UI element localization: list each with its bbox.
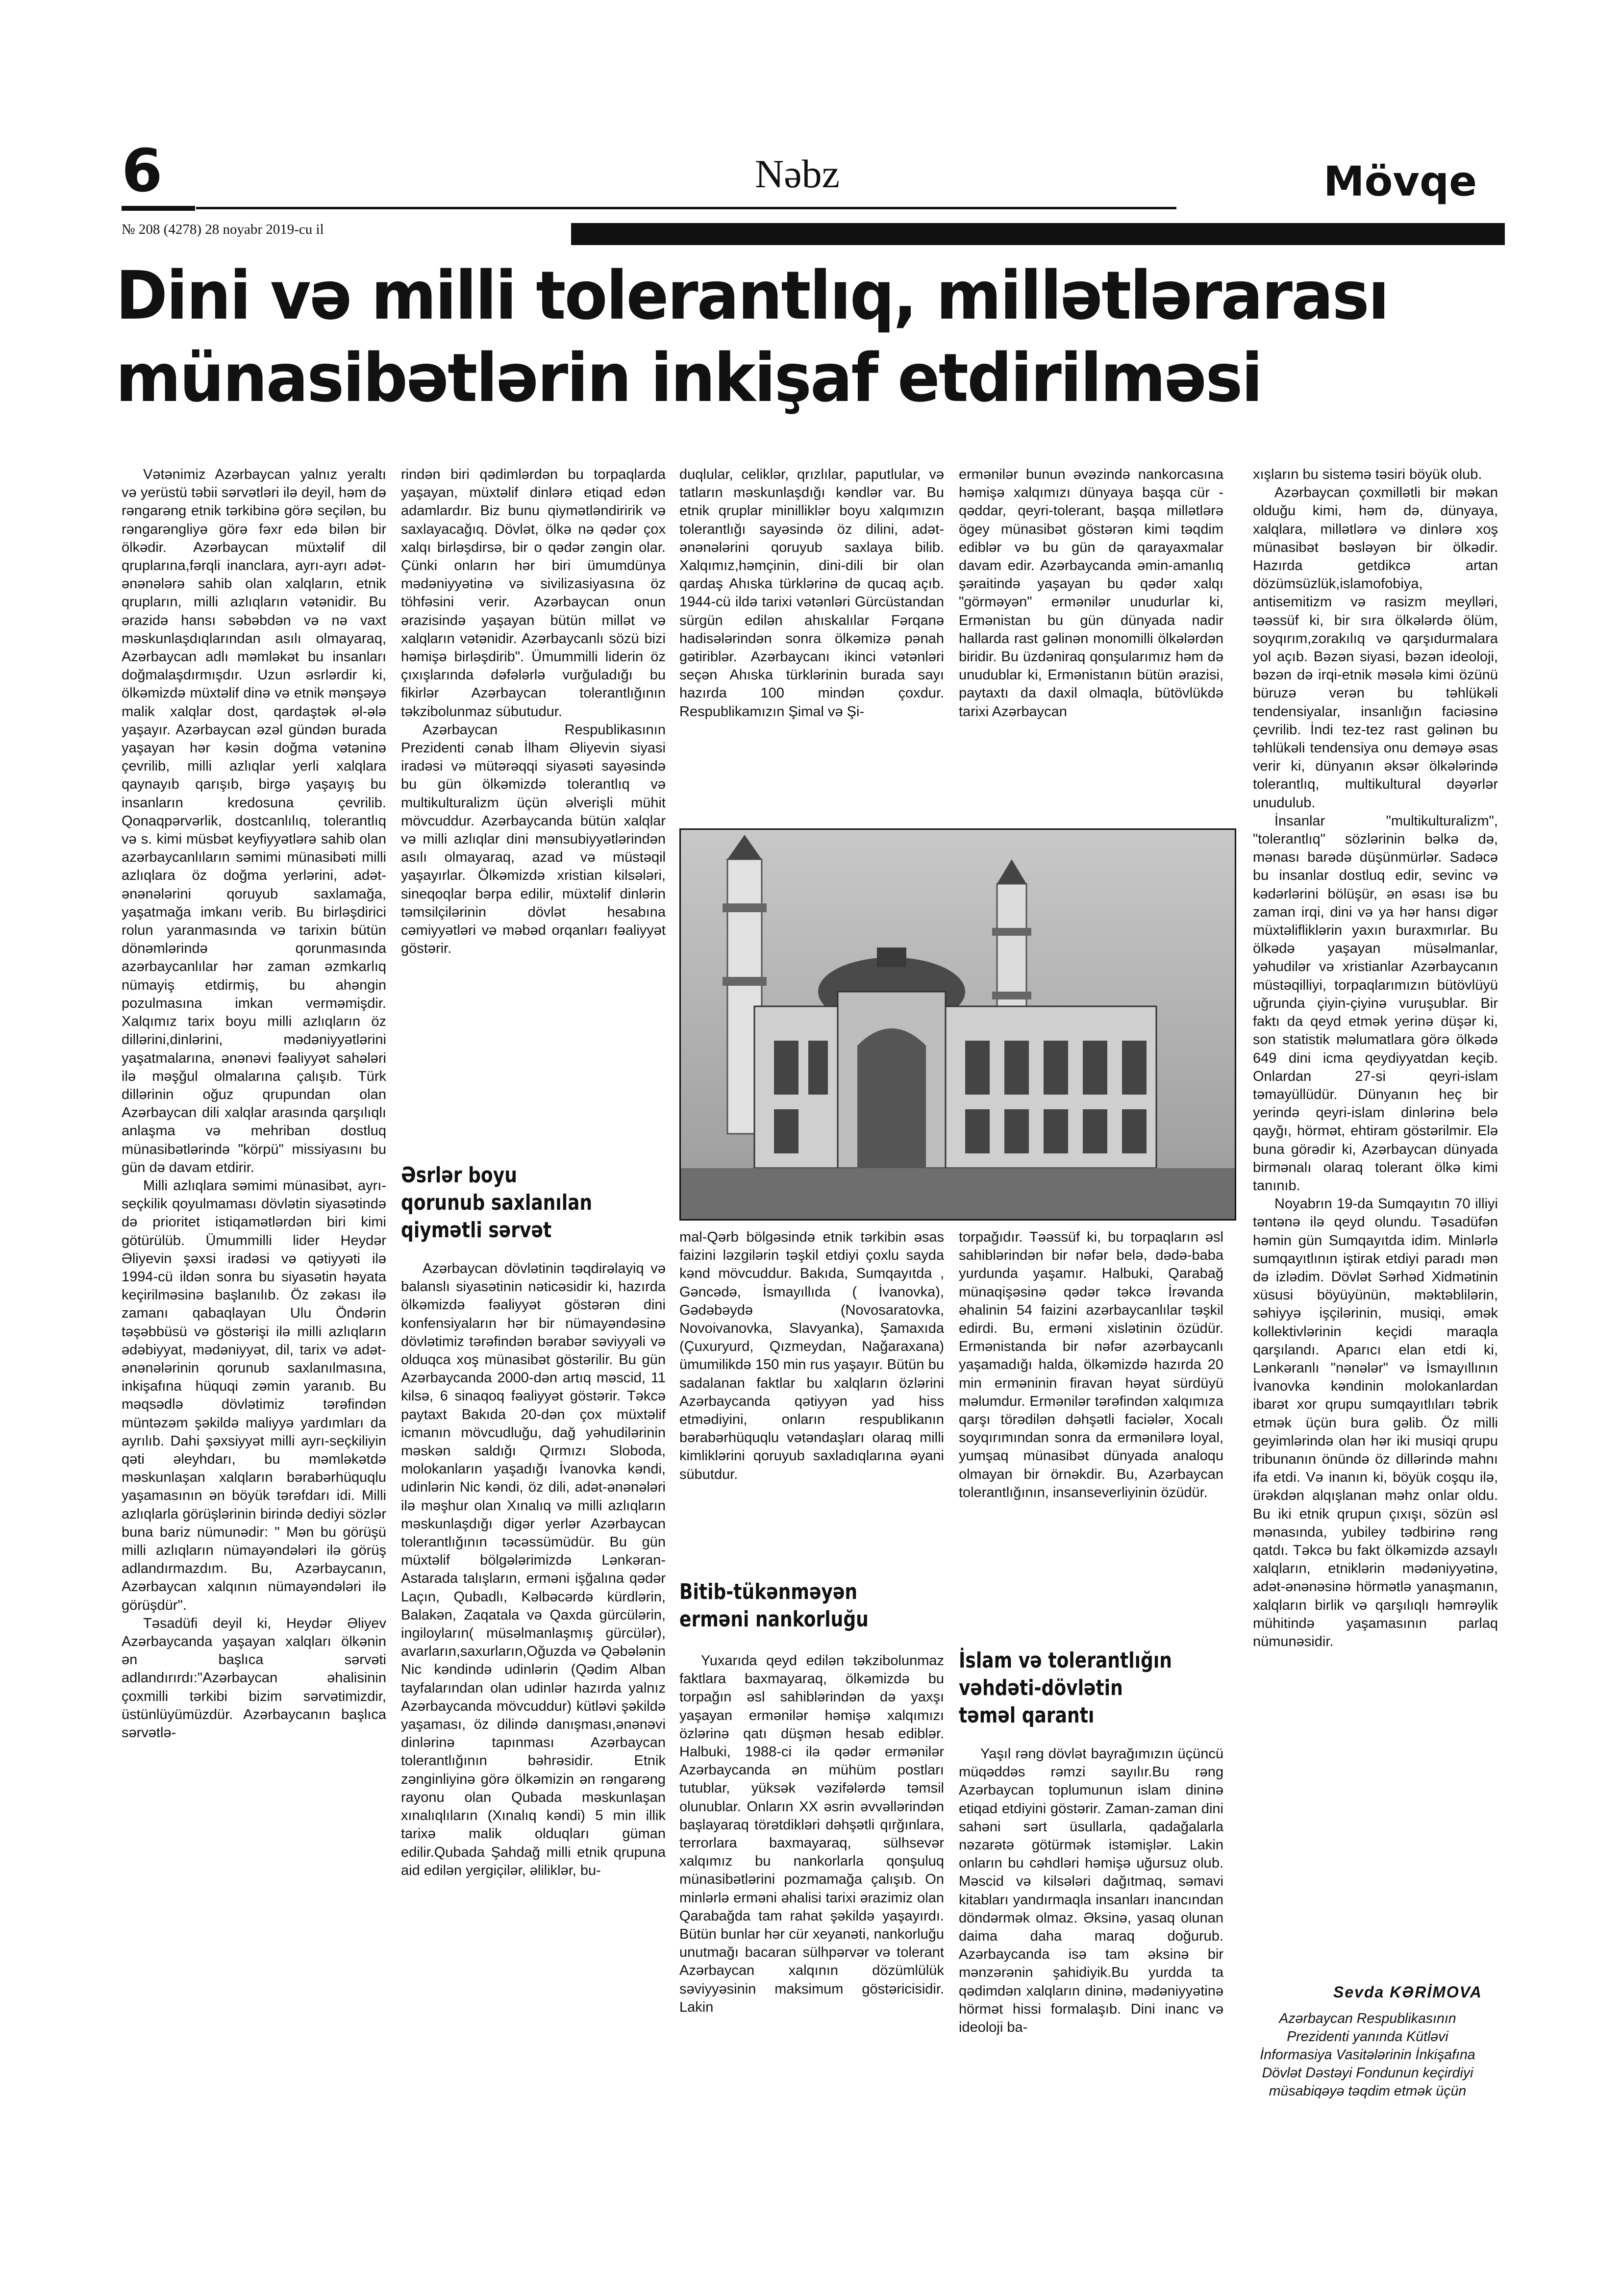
article-column-3 bbox=[679, 466, 944, 721]
article-column-4 bbox=[959, 466, 1223, 721]
paragraph: Təsadüfi deyil ki, Heydər Əliyev Azərbaycanda yaşayan xalqları ölkənin ən başlıca sərvəti adlandırırdı:"Azərbaycan əhalisinin çoxmilli tərkibi bizim sərvətimizdir, üstünlüyümüzdür. Azərbaycanın başlıca sərvətlə- bbox=[122, 1615, 386, 1741]
paragraph: Azərbaycan çoxmillətli bir məkan olduğu kimi, həm də, dünyaya, xalqlara, millətlərə və dinlərə xoş münasibət bəsləyən bir ölkədir. Hazırda getdikcə artan dözümsüzlük,islamofobiya, antisemitizm və rasizm meylləri, təəssüf ki, bir sıra ölkələrdə ölüm, soyqırım,zorakılıq və qarşıdurmalara yol açıb. Bəzən siyasi, bəzən ideoloji, bəzən də irqi-etnik məsələ kimi özünü büruzə verən bu təhlükəli tendensiyalar, insanlığın faciəsinə çevrilib. İndi tez-tez rast gəlinən bu təhlükəli tendensiya onu deməyə əsas verir ki, dünyanın əksər ölkələrində tolerantlıq, multikultural dəyərlər unudulub. bbox=[1253, 485, 1498, 811]
page-number-underline bbox=[122, 206, 195, 211]
paragraph: İnsanlar "multikulturalizm", "tolerantlıq" sözlərinin bəlkə də, mənası barədə düşünmürlər. Sadəcə bu insanlar dostluq edir, sevinc və kədərlərini bölüşür, ən əsası isə bu zaman irqi, dini və ya hər hansı digər müxtəlifliklərin yaxın buraxmırlar. Bu ölkədə yaşayan müsəlmanlar, yəhudilər və xristianlar Azərbaycanın müstəqilliyi, torpaqlarımızın bütövlüyü uğrunda çiyin-çiyinə vuruşublar. Bir faktı da qeyd etmək yerinə düşər ki, son statistik məlumatlara görə ölkədə 649 dini icma qeydiyyatdan keçib. Onlardan 27-si qeyri-islam təmayüllüdür. Dünyanın heç bir yerində qeyri-islam dinlərinə belə qayğı, hörmət, ehtiram göstərilmir. Elə buna görədir ki, Azərbaycan dünyada birmənalı olaraq tolerant ölkə kimi tanınıb. bbox=[1253, 813, 1498, 1194]
article-column-3c bbox=[679, 1652, 944, 2017]
subhead-1: Əsrlər boyu qorunub saxlanılan qiymətli sərvət bbox=[401, 1163, 593, 1243]
article-column-4c bbox=[959, 1745, 1223, 2037]
mosque-photo bbox=[679, 828, 1236, 1221]
paragraph: ermənilər bunun əvəzində nankorcasına həmişə xalqımızı dünyaya başqa cür - qəddar, qeyri-tolerant, başqa millətlərə ögey münasibət göstərən kimi təqdim ediblər və bu gün də qarayaxmalar davam edir. Azərbaycanda əmin-amanlıq şəraitində yaşayan bu qədər xalqı "görməyən" ermənilər unudurlar ki, Ermənistan bu gün dünyada nadir hallarda rast gəlinən monomilli ölkələrdən biridir. Bu üzdəniraq qonşularımız həm də unudublar ki, Ermənistanın bütün ərazisi, paytaxtı da daxil olmaqla, bütövlükdə tarixi Azərbaycan bbox=[959, 467, 1223, 720]
paragraph: Yaşıl rəng dövlət bayrağımızın üçüncü müqəddəs rəmzi sayılır.Bu rəng Azərbaycan toplumunun islam dininə etiqad etdiyini göstərir. Zaman-zaman dini sahəni sərt üsullarla, qadağalarla nəzarətə götürmək istəmişlər. Lakin onların bu cəhdləri həmişə uğursuz olub. Məscid və kilsələri dağıtmaq, səmavi kitabları yandırmaqla insanları inancından döndərmək olmaz. Əksinə, yasaq olunan daima daha maraq doğurub. Azərbaycanda isə tam əksinə bir mənzərənin şahidiyik.Bu yurdda ta qədimdən xalqların dininə, mədəniyyətinə hörmət hissi formalaşıb. Dini inanc və ideoloji ba- bbox=[959, 1746, 1223, 2036]
article-column-3b bbox=[679, 1228, 944, 1484]
paragraph: Milli azlıqlara səmimi münasibət, ayrı-seçkilik qoyulmaması dövlətin siyasətində də prioritet istiqamətlərdən biri kimi götürülüb. Ümummilli lider Heydər Əliyevin şəxsi iradəsi və qətiyyəti ilə 1994-cü ildən sonra bu siyasətin həyata keçirilməsinə başlanılıb. Öz zəkası ilə zamanı qabaqlayan Ulu Öndərin təşəbbüsü və göstərişi ilə milli azlıqların ədəbiyyat, mədəniyyət, dil, tarix və adət-ənənələrinin qorunub saxlanılmasına, inkişafına hüquqi zəmin yaranıb. Bu məqsədlə dövlətimiz tərəfindən müntəzəm şəkildə maliyyə yardımları da ayrılıb. Dahi şəxsiyyət milli ayrı-seçkiliyin qəti əleyhdarı, bu məmləkətdə məskunlaşan xalqların bərabərhüquqlu yaşamasının ən böyük tərəfdarı idi. Milli azlıqlarla görüşlərinin birində dediyi sözlər buna bariz nümunədir: " Mən bu görüşü milli azlıqların nümayəndələri ilə görüş adlandırmazdım. Bu, Azərbaycanın, Azərbaycan xalqının nümayəndələri ilə görüşdür". bbox=[122, 1177, 386, 1613]
article-column-4b bbox=[959, 1228, 1223, 1502]
author-signature: Sevda KƏRİMOVA bbox=[1333, 1983, 1482, 2001]
subhead-3: İslam və tolerantlığın vəhdəti-dövlətin təməl qarantı bbox=[959, 1648, 1172, 1728]
paragraph: Azərbaycan Respublikasının Prezidenti cənab İlham Əliyevin siyasi iradəsi və mütərəqqi siyasəti sayəsində bu gün ölkəmizdə tolerantlıq və multikulturalizm üçün əlverişli mühit mövcuddur. Azərbaycanda bütün xalqlar və milli azlıqlar dini mənsubiyyətlərindən asılı olmayaraq, azad və müstəqil yaşayırlar. Ölkəmizdə xristian kilsələri, sineqoqlar bərpa edilir, müxtəlif dinlərin təmsilçilərinin dövlət hesabına cəmiyyətləri və məbəd orqanları fəaliyyət göstərir. bbox=[401, 722, 666, 957]
paragraph: Noyabrın 19-da Sumqayıtın 70 illiyi təntənə ilə qeyd olundu. Təsadüfən həmin gün Sumqayıtda idim. Minlərlə sumqayıtlının iştirak etdiyi paradı mən də izlədim. Dövlət Sərhəd Xidmətinin xüsusi böyüyünün, məktəblilərin, səhiyyə işçilərinin, musiqi, əmək kollektivlərinin keçidi maraqla qarşılandı. Aparıcı elan etdi ki, Lənkəranlı "nənələr" və İsmayıllının İvanovka kəndinin molokanlardan ibarət xor qrupu sumqayıtlıları təbrik etmək üçün bura gəlib. Öz milli geyimlərində olan hər iki musiqi qrupu tribunanın önündə öz dillərində mahnı ifa etdi. Və inanın ki, böyük coşqu ilə, ürəkdən alqışlanan məhz onlar oldu. Bu iki etnik qrupun çıxışı, sözün əsl mənasında, yubiley tədbirinə rəng qatdı. Təkcə bu fakt ölkəmizdə azsaylı xalqların, etniklərin mədəniyyətinə, adət-ənənəsinə hörmətlə yanaşmanın, xalqların birlik və qarşılıqlı həmrəylik mühitində yaşamasının parlaq nümunəsidir. bbox=[1253, 1196, 1498, 1649]
page-number: 6 bbox=[122, 137, 163, 205]
section-title: Mövqe bbox=[1323, 157, 1477, 205]
sponsor-footnote: Azərbaycan Respublikasının Prezidenti yanında Kütləvi İnformasiya Vasitələrinin İnkişafına Dövlət Dəstəyi Fondunun keçirdiyi müsabiqəyə təqdim etmək üçün bbox=[1260, 2011, 1475, 2099]
article-column-2b bbox=[401, 1260, 666, 1880]
mosque-illustration bbox=[681, 830, 1235, 1219]
paragraph: rindən biri qədimlərdən bu torpaqlarda yaşayan, müxtəlif dinlərə etiqad edən adamlardır. Biz bunu qiymətləndiririk və saxlayacağıq. Dövlət, ölkə nə qədər çox xalqı birləşdirsə, bir o qədər zəngin olar. Çünki onların hər biri ümumdünya mədəniyyətinə və sivilizasiyasına öz töhfəsini verir. Azərbaycan onun ərazisində yaşayan bütün millət və xalqların vətənidir. Azərbaycanlı sözü bizi həmişə birləşdirib". Ümummilli liderin öz çıxışlarında dəfələrlə vurğuladığı bu fikirlər Azərbaycan tolerantlığının təkzibolunmaz sübutudur. bbox=[401, 467, 666, 720]
issue-line: № 208 (4278) 28 noyabr 2019-cu il bbox=[122, 222, 324, 237]
article-column-1 bbox=[122, 466, 386, 1742]
headline bbox=[116, 255, 1433, 420]
article-column-5 bbox=[1253, 466, 1498, 1651]
masthead: Nəbz bbox=[755, 151, 840, 196]
subhead-2: Bitib-tükənməyən erməni nankorluğu bbox=[679, 1579, 869, 1632]
header-rule bbox=[196, 207, 1176, 209]
paragraph: duqlular, celiklər, qrızlılar, paputlular, və tatların məskunlaşdığı kəndlər var. Bu etnik qruplar minilliklər boyu xalqımızın tolerantlığı sayəsində öz dilini, adət-ənənələrini qoruyub saxlaya bilib. Xalqımız,həmçinin, dini-dili bir olan qardaş Ahıska türklərinə də qucaq açıb. 1944-cü ildə tarixi vətənləri Gürcüstandan sürgün edilən ahıskalılar Fərqanə hadisələrindən sonra ölkəmizə pənah gətiriblər. Azərbaycanı ikinci vətənləri seçən Ahıska türklərinin burada sayı hazırda 100 mindən çoxdur. Respublikamızın Şimal və Şi- bbox=[679, 467, 944, 720]
article-column-2 bbox=[401, 466, 666, 958]
headline-line-2: münasibətlərin inkişaf etdirilməsi bbox=[116, 340, 1262, 417]
paragraph: Yuxarıda qeyd edilən təkzibolunmaz faktlara baxmayaraq, ölkəmizdə bu torpağın əsl sahiblərindən də yaxşı yaşayan ermənilər həmişə xalqımızı özlərinə qatı düşmən hesab ediblər. Halbuki, 1988-ci ilə qədər ermənilər Azərbaycanda ən mühüm postları tutublar, yüksək vəzifələrdə təmsil olunublar. Onların XX əsrin əvvəllərindən başlayaraq törətdikləri dəhşətli qırğınlara, terrorlara baxmayaraq, sülhsevər xalqımız bu nankorlarla qonşuluq münasibətlərini pozmamağa çalışıb. On minlərlə erməni əhalisi tarixi ərazimiz olan Qarabağda tam rahat şəkildə yaşayırdı. Bütün bunlar hər cür xeyanəti, nankorluğu unutmağı bacaran sülhpərvər və tolerant Azərbaycan xalqının dözümlülük səviyyəsinin maksimum göstəricisidir. Lakin bbox=[679, 1653, 944, 2015]
paragraph: torpağıdır. Təəssüf ki, bu torpaqların əsl sahiblərindən bir nəfər belə, dədə-baba yurdunda yaşamır. Halbuki, Qarabağ münaqişəsinə qədər təkcə İrəvanda əhalinin 54 faizini azərbaycanlılar təşkil edirdi. Bu, erməni xislətinin özüdür. Ermənistanda bir nəfər azərbaycanlı yaşamadığı halda, ölkəmizdə hazırda 20 min erməninin firavan həyat sürdüyü məlumdur. Ermənilər tərəfindən xalqımıza qarşı törədilən dəhşətli faciələr, Xocalı soyqırımından sonra da ermənilərə loyal, yumşaq münasibət dünyada analoqu olmayan bir örnəkdir. Bu, Azərbaycan tolerantlığının, insanseverliyinin özüdür. bbox=[959, 1229, 1223, 1500]
paragraph: mal-Qərb bölgəsində etnik tərkibin əsas faizini ləzgilərin təşkil etdiyi çoxlu sayda kənd mövcuddur. Bakıda, Sumqayıtda , Gəncədə, İsmayıllıda ( İvanovka), Gədəbəydə (Novosaratovka, Novoivanovka, Slavyanka), Şamaxıda (Çuxuryurd, Qızmeydan, Nağaraxana) ümumilikdə 150 min rus yaşayır. Bütün bu sadalanan faktlar bu xalqların özlərini Azərbaycanda qətiyyən yad hiss etmədiyini, onların respublikanın bərabərhüquqlu vətəndaşları olaraq milli kimliklərini qoruyub saxladıqlarına əyani sübutdur. bbox=[679, 1229, 944, 1482]
header-black-bar bbox=[571, 223, 1505, 245]
paragraph: Azərbaycan dövlətinin təqdirəlayiq və balanslı siyasətinin nəticəsidir ki, hazırda ölkəmizdə fəaliyyət göstərən dini konfensiyaların hər bir nümayəndəsinə dövlətimiz tərəfindən bərabər səviyyəli və olduqca xoş münasibət göstərilir. Bu gün Azərbaycanda 2000-dən artıq məscid, 11 kilsə, 6 sinaqoq fəaliyyət göstərir. Təkcə paytaxt Bakıda 20-dən çox müxtəlif icmanın mövcudluğu, dağ yəhudilərinin məskən saldığı Qırmızı Sloboda, molokanların yaşadığı İvanovka kəndi, udinlərin Nic kəndi, öz dili, adət-ənənələri ilə məşhur olan Xınalıq və milli azlıqların məskunlaşdığı digər yerlər Azərbaycan tolerantlığının təcəssümüdür. Bu gün müxtəlif bölgələrimizdə Lənkəran-Astarada talışların, erməni işğalına qədər Laçın, Qubadlı, Kəlbəcərdə kürdlərin, Balakən, Zaqatala və Qaxda gürcülərin, ingiloyların( müsəlmanlaşmış gürcülər), avarların,saxurların,Oğuzda və Qəbələnin Nic kəndində udinlərin (Qədim Alban tayfalarından olan udinlər hazırda yalnız Azərbaycanda mövcuddur) kütləvi şəkildə yaşaması, öz dilində danışması,ənənəvi dinlərinə tapınması Azərbaycan tolerantlığının bəhrəsidir. Etnik zənginliyinə görə ölkəmizin ən rəngarəng rayonu olan Qubada məskunlaşan xınalıqlıların (Xınalıq kəndi) 5 min illik tarixə malik olduqları güman edilir.Qubada Şahdağ milli etnik qrupuna aid edilən yergiçilər, əliliklər, bu- bbox=[401, 1261, 666, 1878]
paragraph: xışların bu sistemə təsiri böyük olub. bbox=[1253, 467, 1482, 482]
paragraph: Vətənimiz Azərbaycan yalnız yeraltı və yerüstü təbii sərvətləri ilə deyil, həm də rəngarəng etnik tərkibinə görə seçilən, bu rəngarəngliyə görə fəxr edə bilən bir ölkədir. Azərbaycan müxtəlif dil qruplarına,fərqli inanclara, ayrı-ayrı adət-ənənələrə sahib olan xalqların, etnik qrupların, milli azlıqların vətənidir. Bu ərazidə hansı səbəbdən və nə vaxt məskunlaşdıqlarından asılı olmayaraq, Azərbaycan adlı məmləkət bu insanları doğmalaşdırmışdır. Uzun əsrlərdir ki, ölkəmizdə müxtəlif dinə və etnik mənşəyə malik xalqlar dost, qardaştək əl-ələ yaşayır. Azərbaycan əzəl gündən burada yaşayan hər kəsin doğma vətəninə çevrilib, milli azlıqlar yerli xalqlara qaynayıb qarışıb, birgə yaşayış bu insanların kredosuna çevrilib. Qonaqpərvərlik, dostcanlılıq, tolerantlıq və s. kimi müsbət keyfiyyətlərə sahib olan azərbaycanlıların səmimi münasibəti milli azlıqlara öz doğma yerlərini, adət-ənənələrini qoruyub saxlamağa, yaşatmağa imkanı verib. Bu birləşdirici rolun yaranmasında və tarixin bütün dönəmlərində qorunmasında azərbaycanlılar hər zaman əzmkarlıq nümayiş etdirmiş, bu ahəngin pozulmasına imkan verməmişdir. Xalqımız tarix boyu milli azlıqların öz dillərini,dinlərini, mədəniyyətlərini yaşatmalarına, ənənəvi fəaliyyət sahələri ilə məşğul olmalarına çalışıb. Türk dillərinin oğuz qrupundan olan Azərbaycan dili xalqlar arasında qarşılıqlı anlaşma və mehriban dostluq münasibətlərində "körpü" missiyasını bu gün də davam etdirir. bbox=[122, 467, 386, 1175]
headline-line-1: Dini və milli tolerantlıq, millətlərarası bbox=[116, 257, 1388, 335]
